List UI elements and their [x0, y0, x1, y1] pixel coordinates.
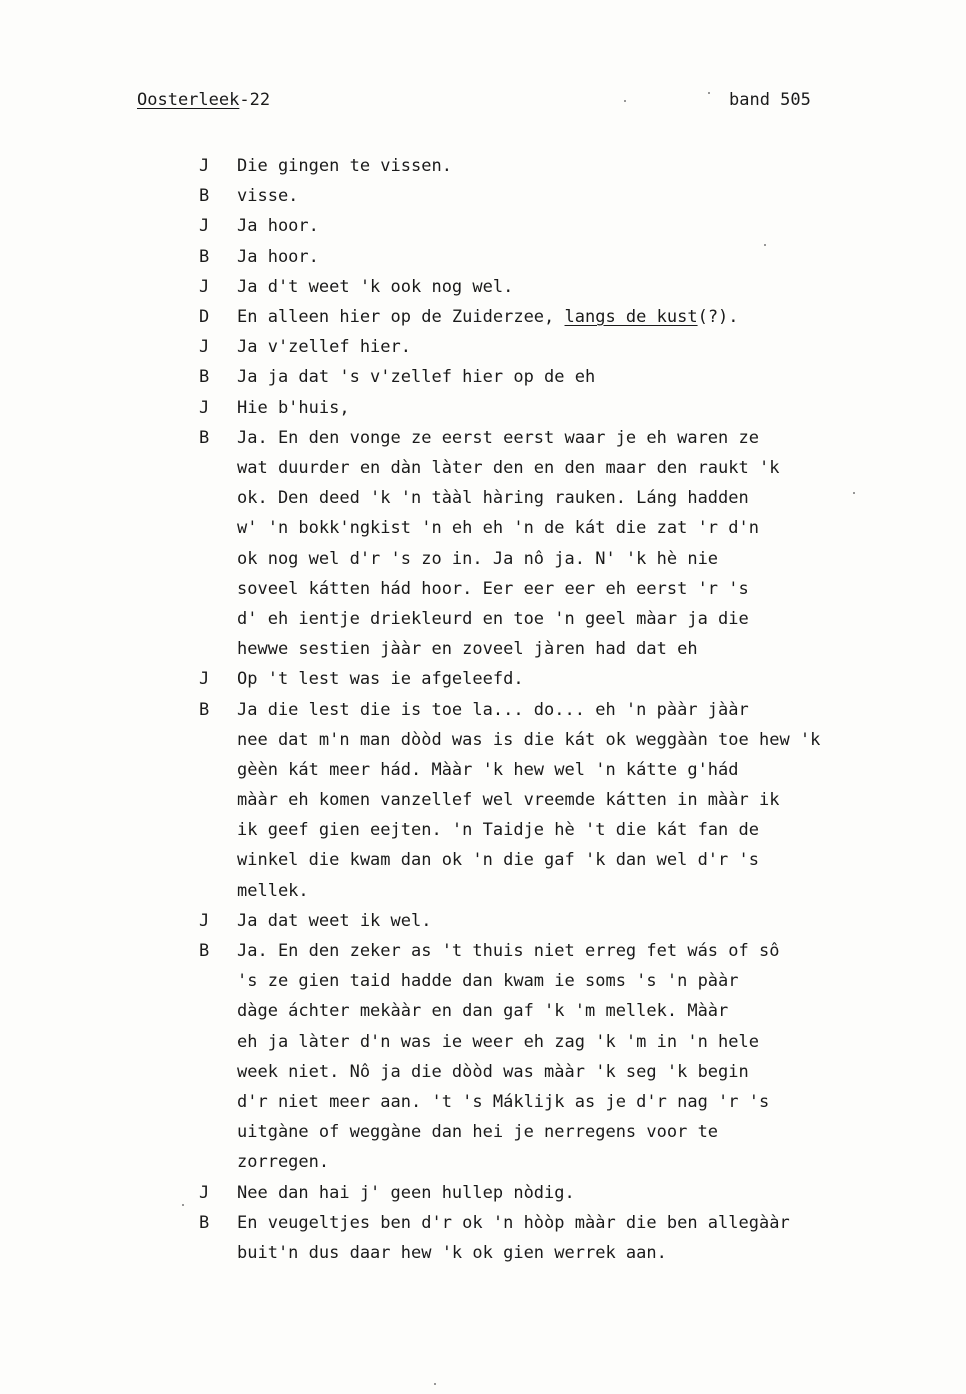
- turn-text: [237, 332, 939, 362]
- speaker-label: J: [199, 337, 210, 358]
- speaker-label: B: [199, 186, 210, 207]
- transcript-turn: [199, 211, 939, 241]
- transcript-line: [237, 906, 939, 936]
- transcript-line: [237, 755, 939, 785]
- transcript-line: [237, 1027, 939, 1057]
- transcript-turn: [199, 151, 939, 181]
- underlined-text: langs de kust: [564, 307, 698, 328]
- transcript-turn: [199, 906, 939, 936]
- line-text: Ja. En den zeker as 't thuis niet erreg fet wás of sô: [237, 941, 780, 962]
- transcript-turn: [199, 302, 939, 332]
- transcript-line: [237, 242, 939, 272]
- location-number: -22: [239, 90, 271, 110]
- transcript-line: [237, 332, 939, 362]
- transcript-line: [237, 1117, 939, 1147]
- turn-text: [237, 695, 939, 906]
- transcript-turn: [199, 362, 939, 392]
- transcript-turn: [199, 423, 939, 665]
- transcript-line: [237, 1087, 939, 1117]
- turn-text: [237, 302, 939, 332]
- speaker-label: B: [199, 941, 210, 962]
- line-text: uitgàne of weggàne dan hei je nerregens voor te: [237, 1122, 719, 1143]
- transcript-turn: [199, 936, 939, 1178]
- transcript-line: [237, 604, 939, 634]
- transcript-line: [237, 1057, 939, 1087]
- speaker-label: J: [199, 276, 210, 297]
- speaker-label: J: [199, 1182, 210, 1203]
- speaker-label: B: [199, 1212, 210, 1233]
- location-label: [137, 90, 270, 110]
- turn-text: [237, 393, 939, 423]
- turn-text: [237, 181, 939, 211]
- transcript-line: [237, 1208, 939, 1238]
- line-text: eh ja làter d'n was ie weer eh zag 'k 'm in 'n hele: [237, 1031, 759, 1052]
- line-text: Ja hoor.: [237, 246, 319, 267]
- line-text: gèèn kát meer hád. Mààr 'k hew wel 'n kátte g'hád: [237, 759, 739, 780]
- paper-speck: [708, 92, 710, 94]
- transcript-line: [237, 211, 939, 241]
- speaker-label: J: [199, 156, 210, 176]
- line-text: d' eh ientje driekleurd en toe 'n geel màar ja die: [237, 608, 749, 629]
- transcript-turn: [199, 664, 939, 694]
- transcript-turn: [199, 393, 939, 423]
- speaker-label: B: [199, 367, 210, 388]
- speaker-label: B: [199, 699, 210, 720]
- paper-speck: [182, 1204, 184, 1206]
- line-text: Ja ja dat 's v'zellef hier op de eh: [237, 367, 596, 388]
- transcript-line: [237, 664, 939, 694]
- transcript-line: [237, 574, 939, 604]
- transcript-turn: [199, 242, 939, 272]
- line-text: En alleen hier op de Zuiderzee,: [237, 307, 565, 328]
- transcript-line: [237, 815, 939, 845]
- line-text: ok. Den deed 'k 'n tààl hàring rauken. Láng hadden: [237, 488, 749, 509]
- line-text: En veugeltjes ben d'r ok 'n hòòp mààr die ben allegààr: [237, 1212, 790, 1233]
- transcript-turn: [199, 1178, 939, 1208]
- transcript-line: [237, 362, 939, 392]
- turn-text: [237, 272, 939, 302]
- speaker-label: B: [199, 427, 210, 448]
- transcript-line: [237, 272, 939, 302]
- line-text: Ja. En den vonge ze eerst eerst waar je eh waren ze: [237, 427, 759, 448]
- line-text: visse.: [237, 186, 299, 207]
- speaker-label: D: [199, 307, 210, 328]
- line-text: mellek.: [237, 880, 309, 901]
- transcript-line: [237, 544, 939, 574]
- transcript-line: [237, 634, 939, 664]
- transcript-line: [237, 1147, 939, 1177]
- transcript-line: [237, 483, 939, 513]
- speaker-label: J: [199, 910, 210, 931]
- transcript-line: [237, 453, 939, 483]
- line-text: Ja die lest die is toe la... do... eh 'n pààr jààr: [237, 699, 749, 720]
- turn-text: [237, 936, 939, 1178]
- line-text: Hie b'huis,: [237, 397, 350, 418]
- paper-speck: [853, 492, 855, 494]
- paper-speck: [434, 1383, 436, 1385]
- turn-text: [237, 423, 939, 665]
- line-text: Die gingen te vissen.: [237, 156, 452, 176]
- transcript-line: [237, 725, 939, 755]
- turn-text: [237, 362, 939, 392]
- transcript-line: [237, 1178, 939, 1208]
- line-text: hewwe sestien jààr en zoveel jàren had dat eh: [237, 639, 698, 660]
- transcript-turn: [199, 181, 939, 211]
- line-text: 's ze gien taid hadde dan kwam ie soms 's 'n pààr: [237, 971, 739, 992]
- line-text: zorregen.: [237, 1152, 330, 1173]
- transcript-line: [237, 1238, 939, 1268]
- transcript-line: [237, 785, 939, 815]
- line-text: week niet. Nô ja die dòòd was mààr 'k seg 'k begin: [237, 1061, 749, 1082]
- turn-text: [237, 151, 939, 181]
- transcript-line: [237, 181, 939, 211]
- line-text: mààr eh komen vanzellef wel vreemde kátten in mààr ik: [237, 790, 780, 811]
- line-text: Ja hoor.: [237, 216, 319, 237]
- transcript-turn: [199, 695, 939, 906]
- line-text: Op 't lest was ie afgeleefd.: [237, 669, 524, 690]
- transcript-line: [237, 966, 939, 996]
- paper-speck: [624, 100, 626, 102]
- transcript-turn: [199, 272, 939, 302]
- line-text: winkel die kwam dan ok 'n die gaf 'k dan wel d'r 's: [237, 850, 759, 871]
- transcript-turn: [199, 332, 939, 362]
- location-name: Oosterleek: [137, 90, 240, 110]
- speaker-label: J: [199, 397, 210, 418]
- line-text: d'r niet meer aan. 't 's Máklijk as je d'r nag 'r 's: [237, 1091, 770, 1112]
- speaker-label: J: [199, 669, 210, 690]
- transcript-line: [237, 845, 939, 875]
- transcript-line: [237, 302, 939, 332]
- line-text: w' 'n bokk'ngkist 'n eh eh 'n de kát die zat 'r d'n: [237, 518, 759, 539]
- transcript-body: [199, 151, 939, 1268]
- line-text: Ja v'zellef hier.: [237, 337, 411, 358]
- transcript-line: [237, 513, 939, 543]
- speaker-label: B: [199, 246, 210, 267]
- line-text: wat duurder en dàn làter den en den maar den raukt 'k: [237, 458, 780, 479]
- transcript-line: [237, 876, 939, 906]
- transcript-line: [237, 423, 939, 453]
- transcript-line: [237, 695, 939, 725]
- speaker-label: J: [199, 216, 210, 237]
- line-text: nee dat m'n man dòòd was is die kát ok weggààn toe hew 'k: [237, 729, 821, 750]
- transcript-line: [237, 393, 939, 423]
- transcript-line: [237, 151, 939, 181]
- turn-text: [237, 1208, 939, 1268]
- turn-text: [237, 211, 939, 241]
- line-text-after: (?).: [697, 307, 739, 328]
- line-text: Ja d't weet 'k ook nog wel.: [237, 276, 514, 297]
- line-text: ik geef gien eejten. 'n Taidje hè 't die kát fan de: [237, 820, 759, 841]
- turn-text: [237, 242, 939, 272]
- line-text: ok nog wel d'r 's zo in. Ja nô ja. N' 'k hè nie: [237, 548, 719, 569]
- transcript-line: [237, 996, 939, 1026]
- transcript-line: [237, 936, 939, 966]
- tape-label: band 505: [729, 90, 811, 110]
- line-text: dàge áchter mekààr en dan gaf 'k 'm mellek. Mààr: [237, 1001, 729, 1022]
- turn-text: [237, 1178, 939, 1208]
- page-header: [137, 90, 837, 116]
- turn-text: [237, 664, 939, 694]
- transcript-turn: [199, 1208, 939, 1268]
- turn-text: [237, 906, 939, 936]
- line-text: Ja dat weet ik wel.: [237, 910, 432, 931]
- line-text: soveel kátten hád hoor. Eer eer eer eh eerst 'r 's: [237, 578, 749, 599]
- line-text: buit'n dus daar hew 'k ok gien werrek aan.: [237, 1242, 667, 1263]
- line-text: Nee dan hai j' geen hullep nòdig.: [237, 1182, 575, 1203]
- paper-speck: [764, 244, 766, 246]
